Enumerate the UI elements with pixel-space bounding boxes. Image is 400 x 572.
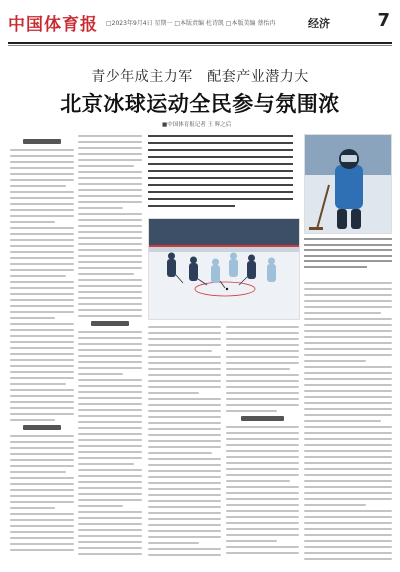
- text-line: [78, 379, 142, 381]
- text-line: [304, 444, 392, 446]
- text-line: [78, 541, 142, 543]
- text-line: [78, 511, 142, 513]
- text-line: [148, 398, 221, 400]
- text-line: [10, 453, 74, 455]
- text-line: [78, 201, 142, 203]
- text-line: [226, 504, 299, 506]
- text-line: [304, 402, 392, 404]
- text-line: [78, 361, 142, 363]
- text-line: [226, 362, 299, 364]
- caption-text-line: [304, 238, 392, 240]
- text-line: [148, 500, 221, 502]
- lead-text-line: [148, 177, 293, 179]
- text-line: [78, 421, 142, 423]
- text-line: [304, 354, 392, 356]
- text-line: [78, 135, 142, 137]
- caption-text-line: [304, 249, 392, 251]
- text-line: [226, 374, 299, 376]
- text-line: [78, 195, 142, 197]
- text-line: [78, 231, 142, 233]
- text-line: [10, 359, 74, 361]
- text-line: [226, 386, 299, 388]
- text-line: [78, 225, 142, 227]
- text-line: [78, 147, 142, 149]
- dateline: □2023年9月4日 星期一 □本版责编 杜诗凯 □本版美编 蔡怡冉: [106, 20, 276, 27]
- text-line: [10, 263, 74, 265]
- text-line: [304, 342, 392, 344]
- text-line: [10, 149, 74, 151]
- text-line: [304, 528, 392, 530]
- text-line: [78, 433, 142, 435]
- text-line: [78, 451, 142, 453]
- text-line: [148, 452, 212, 454]
- section-subhead: [241, 416, 285, 421]
- text-column-5: [304, 282, 392, 564]
- text-line: [78, 315, 142, 317]
- text-line: [78, 177, 142, 179]
- text-line: [226, 404, 299, 406]
- text-line: [226, 438, 299, 440]
- text-line: [148, 440, 221, 442]
- text-line: [78, 499, 142, 501]
- text-line: [226, 480, 290, 482]
- text-line: [304, 492, 392, 494]
- text-line: [78, 349, 142, 351]
- text-line: [148, 356, 221, 358]
- text-line: [148, 332, 221, 334]
- text-line: [226, 350, 299, 352]
- article-byline: ■中国体育报记者 王 辉之后: [162, 122, 232, 128]
- text-line: [148, 392, 199, 394]
- text-line: [304, 552, 392, 554]
- text-line: [78, 529, 142, 531]
- text-line: [10, 299, 74, 301]
- text-line: [148, 386, 221, 388]
- text-line: [226, 468, 299, 470]
- text-line: [148, 344, 221, 346]
- text-line: [78, 183, 142, 185]
- text-line: [226, 540, 277, 542]
- text-line: [10, 335, 74, 337]
- text-line: [78, 267, 142, 269]
- text-line: [10, 507, 55, 509]
- text-line: [148, 380, 221, 382]
- text-line: [10, 251, 74, 253]
- text-line: [226, 368, 290, 370]
- lead-text-line: [148, 198, 293, 200]
- text-line: [226, 356, 299, 358]
- text-line: [10, 311, 74, 313]
- text-line: [10, 287, 74, 289]
- text-line: [304, 300, 392, 302]
- text-line: [148, 410, 221, 412]
- text-line: [304, 450, 392, 452]
- text-line: [226, 398, 299, 400]
- text-line: [10, 383, 66, 385]
- text-line: [304, 318, 392, 320]
- text-line: [10, 161, 74, 163]
- text-line: [78, 153, 142, 155]
- text-line: [78, 487, 142, 489]
- text-line: [78, 303, 142, 305]
- text-line: [148, 374, 221, 376]
- text-line: [10, 477, 74, 479]
- text-line: [226, 528, 299, 530]
- text-line: [10, 371, 74, 373]
- text-line: [10, 413, 74, 415]
- text-column-2: [78, 135, 142, 563]
- text-line: [304, 480, 392, 482]
- text-line: [304, 366, 392, 368]
- text-column-4: [226, 326, 299, 564]
- text-line: [10, 395, 74, 397]
- text-line: [78, 463, 134, 465]
- caption-text-line: [304, 266, 367, 268]
- text-line: [148, 404, 221, 406]
- text-line: [78, 367, 142, 369]
- text-line: [304, 306, 392, 308]
- text-line: [10, 233, 74, 235]
- text-line: [10, 155, 74, 157]
- lead-paragraph: [148, 135, 293, 213]
- text-line: [10, 257, 74, 259]
- text-line: [148, 476, 221, 478]
- text-line: [10, 281, 74, 283]
- text-line: [304, 504, 366, 506]
- caption-text-line: [304, 255, 392, 257]
- text-line: [78, 457, 142, 459]
- text-line: [304, 372, 392, 374]
- text-line: [10, 347, 74, 349]
- text-line: [304, 462, 392, 464]
- text-line: [304, 336, 392, 338]
- text-line: [226, 516, 299, 518]
- text-line: [304, 426, 392, 428]
- text-line: [226, 410, 277, 412]
- lead-text-line: [148, 205, 235, 207]
- text-line: [10, 519, 74, 521]
- photo-caption: [304, 238, 392, 278]
- text-line: [304, 486, 392, 488]
- text-line: [78, 207, 123, 209]
- text-line: [10, 501, 74, 503]
- text-line: [78, 355, 142, 357]
- text-line: [304, 384, 392, 386]
- text-line: [304, 438, 392, 440]
- text-line: [10, 293, 74, 295]
- text-line: [10, 513, 74, 515]
- caption-text-line: [304, 260, 392, 262]
- text-line: [226, 456, 299, 458]
- text-line: [78, 279, 142, 281]
- text-line: [78, 189, 142, 191]
- header-rule: [8, 42, 392, 44]
- text-line: [78, 475, 142, 477]
- text-line: [78, 237, 142, 239]
- text-line: [78, 141, 142, 143]
- text-line: [226, 492, 299, 494]
- text-line: [226, 450, 299, 452]
- text-line: [10, 245, 74, 247]
- text-line: [304, 414, 392, 416]
- text-line: [304, 288, 392, 290]
- text-line: [10, 197, 74, 199]
- text-line: [226, 462, 299, 464]
- text-line: [10, 377, 74, 379]
- text-line: [78, 427, 142, 429]
- section-subhead: [23, 139, 61, 144]
- text-line: [226, 510, 299, 512]
- text-line: [78, 397, 142, 399]
- text-line: [10, 447, 74, 449]
- lead-text-line: [148, 191, 293, 193]
- text-line: [148, 524, 221, 526]
- text-line: [78, 273, 134, 275]
- text-line: [78, 309, 142, 311]
- lead-text-line: [148, 170, 293, 172]
- lead-text-line: [148, 142, 293, 144]
- text-line: [78, 493, 142, 495]
- text-line: [226, 426, 299, 428]
- text-line: [78, 391, 142, 393]
- text-line: [226, 444, 299, 446]
- text-line: [78, 159, 142, 161]
- newspaper-logo: 中国体育报: [8, 15, 98, 35]
- text-line: [304, 330, 392, 332]
- text-line: [148, 434, 221, 436]
- text-line: [148, 482, 221, 484]
- text-line: [78, 373, 123, 375]
- text-line: [78, 291, 142, 293]
- text-line: [148, 518, 221, 520]
- text-line: [148, 422, 221, 424]
- text-line: [10, 191, 74, 193]
- lead-text-line: [148, 149, 293, 151]
- text-line: [10, 203, 74, 205]
- section-label: 经济: [308, 17, 330, 30]
- text-line: [304, 516, 392, 518]
- text-line: [10, 401, 74, 403]
- text-line: [304, 546, 392, 548]
- text-line: [226, 474, 299, 476]
- text-line: [304, 522, 392, 524]
- article-kicker: 青少年成主力军 配套产业潜力大: [91, 69, 309, 85]
- text-line: [304, 282, 392, 284]
- text-line: [148, 446, 221, 448]
- text-line: [226, 522, 299, 524]
- header-rule-thin: [8, 45, 392, 46]
- text-line: [148, 488, 221, 490]
- text-line: [78, 553, 142, 555]
- text-line: [304, 294, 392, 296]
- text-line: [78, 261, 142, 263]
- text-line: [10, 239, 74, 241]
- text-line: [10, 483, 74, 485]
- text-line: [304, 510, 392, 512]
- text-line: [78, 243, 142, 245]
- text-line: [148, 416, 221, 418]
- text-line: [78, 249, 142, 251]
- text-line: [10, 209, 74, 211]
- text-line: [10, 389, 74, 391]
- text-line: [10, 471, 66, 473]
- text-line: [304, 498, 392, 500]
- page-number: 7: [377, 10, 390, 31]
- text-line: [10, 167, 74, 169]
- text-line: [304, 468, 392, 470]
- text-line: [226, 332, 299, 334]
- text-line: [148, 362, 221, 364]
- text-line: [78, 445, 142, 447]
- text-line: [148, 458, 221, 460]
- text-line: [78, 213, 142, 215]
- text-line: [304, 378, 392, 380]
- text-line: [304, 474, 392, 476]
- section-subhead: [91, 321, 129, 326]
- text-line: [10, 341, 74, 343]
- text-line: [78, 219, 142, 221]
- text-line: [226, 552, 299, 554]
- text-line: [226, 432, 299, 434]
- text-line: [78, 535, 142, 537]
- text-column-3: [148, 326, 221, 564]
- text-line: [10, 531, 74, 533]
- text-line: [148, 494, 221, 496]
- text-line: [10, 419, 55, 421]
- text-line: [78, 255, 142, 257]
- text-line: [10, 173, 74, 175]
- text-line: [78, 297, 142, 299]
- text-line: [148, 428, 221, 430]
- text-line: [78, 517, 142, 519]
- text-line: [148, 512, 221, 514]
- text-line: [78, 505, 123, 507]
- text-line: [148, 554, 221, 556]
- text-line: [148, 542, 199, 544]
- text-line: [78, 523, 142, 525]
- text-line: [304, 312, 381, 314]
- text-line: [10, 353, 74, 355]
- text-line: [226, 338, 299, 340]
- text-line: [78, 547, 142, 549]
- text-line: [10, 549, 74, 551]
- text-line: [10, 435, 74, 437]
- text-line: [78, 165, 134, 167]
- text-line: [304, 396, 392, 398]
- text-line: [10, 305, 74, 307]
- text-line: [10, 465, 74, 467]
- ice-hockey-game-photo: [148, 218, 300, 320]
- text-line: [226, 344, 299, 346]
- text-line: [10, 227, 74, 229]
- text-line: [304, 390, 392, 392]
- text-line: [10, 459, 74, 461]
- text-line: [304, 348, 392, 350]
- text-line: [148, 350, 212, 352]
- text-line: [10, 441, 74, 443]
- text-line: [304, 456, 392, 458]
- text-line: [10, 329, 74, 331]
- text-line: [148, 368, 221, 370]
- text-line: [10, 407, 74, 409]
- text-line: [10, 317, 55, 319]
- lead-text-line: [148, 184, 293, 186]
- text-line: [226, 392, 299, 394]
- masthead: [8, 6, 392, 40]
- text-line: [148, 506, 221, 508]
- text-line: [148, 338, 221, 340]
- text-line: [10, 537, 74, 539]
- text-line: [10, 215, 74, 217]
- text-line: [10, 221, 55, 223]
- text-line: [78, 481, 142, 483]
- text-line: [10, 323, 74, 325]
- text-line: [78, 331, 142, 333]
- text-line: [148, 548, 221, 550]
- text-line: [148, 536, 221, 538]
- text-line: [226, 380, 299, 382]
- lead-text-line: [148, 163, 293, 165]
- section-subhead: [23, 425, 61, 430]
- text-line: [226, 546, 299, 548]
- text-line: [78, 439, 142, 441]
- text-line: [10, 269, 74, 271]
- text-line: [10, 275, 66, 277]
- text-line: [148, 530, 221, 532]
- text-line: [304, 432, 392, 434]
- text-line: [78, 409, 142, 411]
- text-line: [78, 385, 142, 387]
- text-line: [148, 470, 221, 472]
- text-line: [10, 365, 74, 367]
- text-line: [78, 415, 142, 417]
- text-line: [148, 464, 221, 466]
- text-line: [10, 543, 74, 545]
- youth-ice-hockey-player-photo: [304, 134, 392, 234]
- text-line: [78, 343, 142, 345]
- lead-text-line: [148, 156, 293, 158]
- text-line: [304, 558, 392, 560]
- text-line: [226, 498, 299, 500]
- text-line: [148, 326, 221, 328]
- text-line: [304, 534, 392, 536]
- text-column-1: [10, 135, 74, 563]
- text-line: [226, 326, 299, 328]
- text-line: [304, 420, 381, 422]
- text-line: [304, 540, 392, 542]
- text-line: [78, 171, 142, 173]
- text-line: [78, 469, 142, 471]
- text-line: [10, 179, 74, 181]
- text-line: [10, 495, 74, 497]
- caption-text-line: [304, 244, 392, 246]
- article-headline: 北京冰球运动全民参与氛围浓: [60, 91, 340, 116]
- text-line: [78, 403, 142, 405]
- text-line: [78, 337, 142, 339]
- text-line: [226, 534, 299, 536]
- text-line: [10, 489, 74, 491]
- text-line: [304, 408, 392, 410]
- text-line: [10, 525, 74, 527]
- text-line: [10, 185, 66, 187]
- text-line: [226, 486, 299, 488]
- text-line: [78, 285, 142, 287]
- lead-text-line: [148, 135, 293, 137]
- text-line: [304, 360, 366, 362]
- text-line: [304, 324, 392, 326]
